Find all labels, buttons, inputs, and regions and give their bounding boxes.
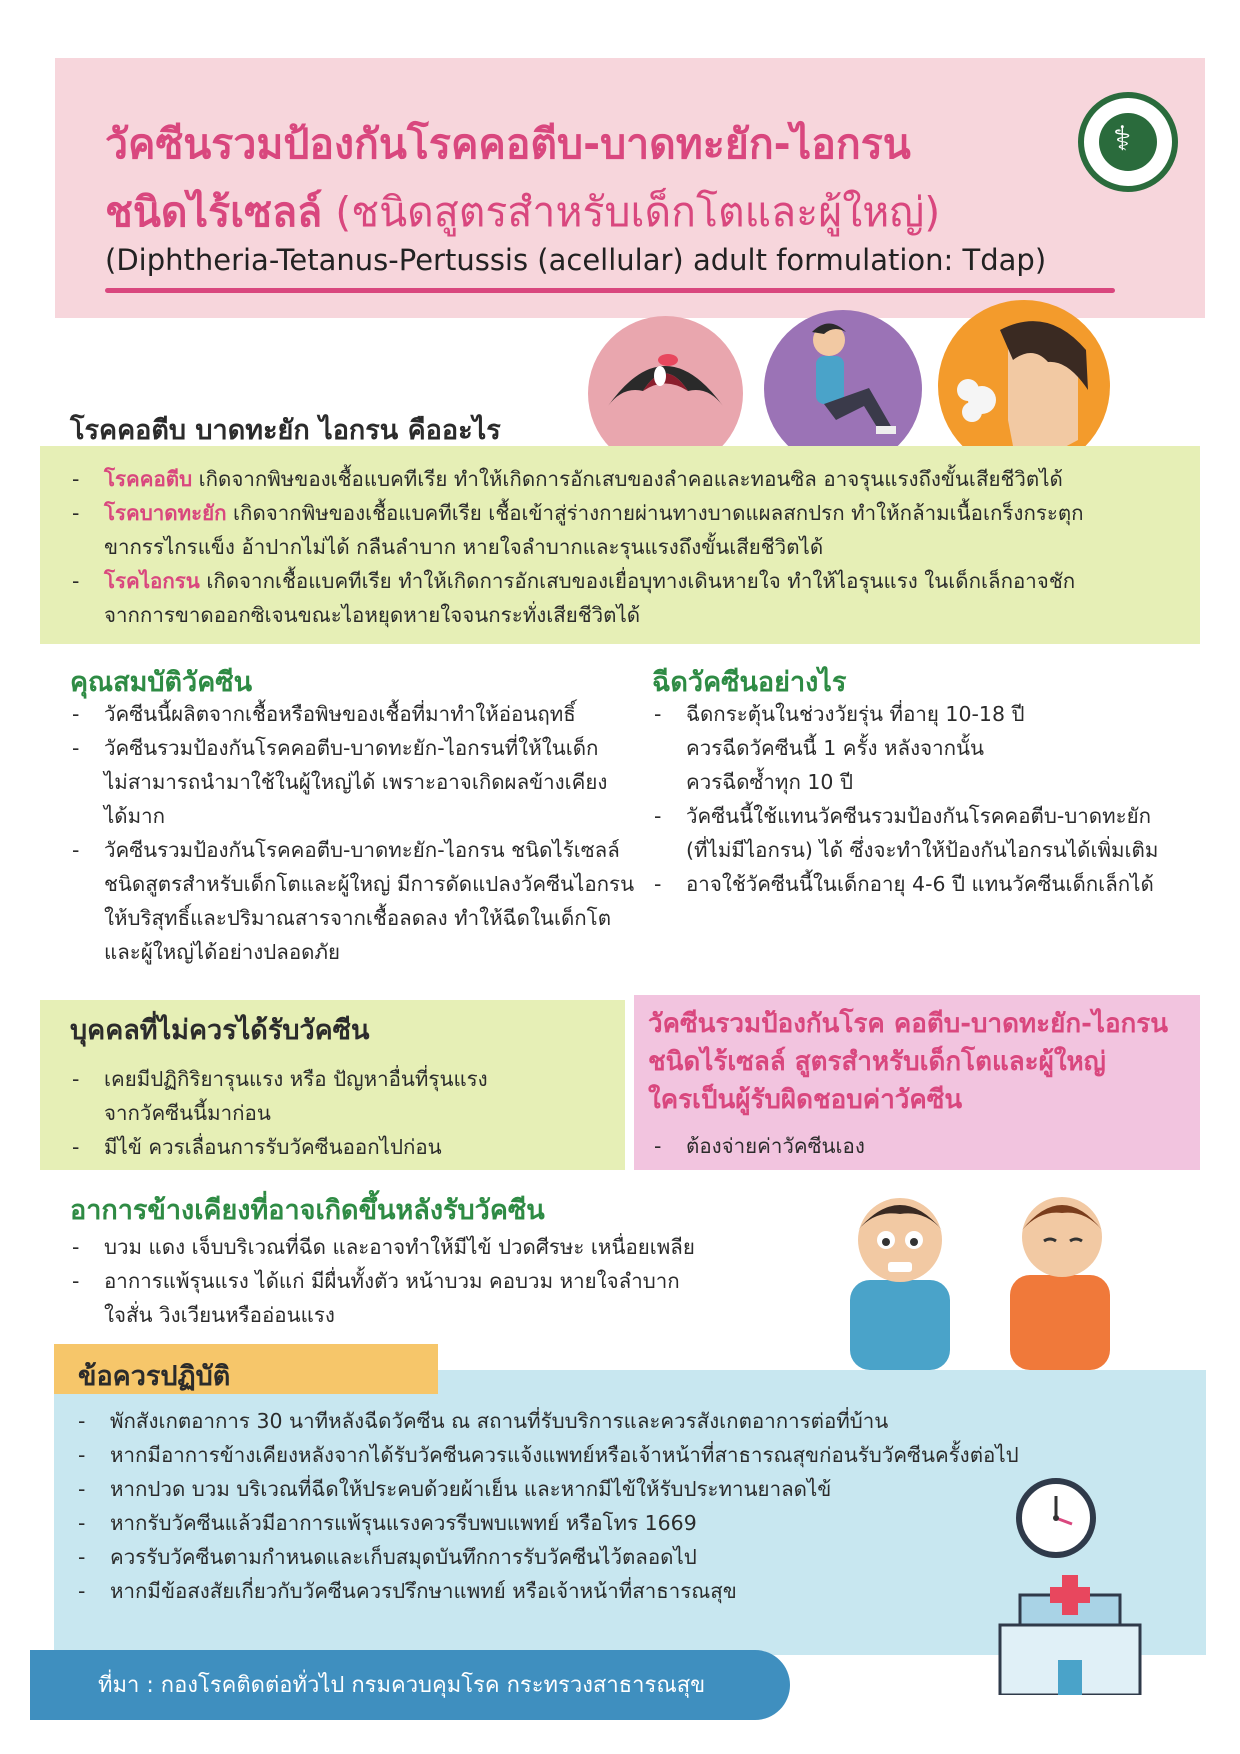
list-item-continuation: ใจสั่น วิงเวียนหรืออ่อนแรง [104, 1303, 335, 1327]
section-heading-injection: ฉีดวัคซีนอย่างไร [652, 667, 847, 698]
list-item-continuation: ให้บริสุทธิ์และปริมาณสารจากเชื้อลดลง ทำให้ฉีดในเด็กโต [104, 906, 612, 930]
list-item: - อาจใช้วัคซีนนี้ในเด็กอายุ 4-6 ปี แทนวัคซีนเด็กเล็กได้ [652, 867, 1192, 901]
list-item: - โรคบาดทะยัก เกิดจากพิษของเชื้อแบคทีเรีย เชื้อเข้าสู่ร่างกายผ่านทางบาดแผลสกปรก ทำให้กล้ามเนื้อเกร็งกระตุก [70, 496, 1180, 530]
list-item: - โรคไอกรน เกิดจากเชื้อแบคทีเรีย ทำให้เกิดการอักเสบของเยื่อบุทางเดินหายใจ ทำให้ไอรุนแรง ในเด็กเล็กอาจชัก [70, 564, 1180, 598]
section-heading-what-is: โรคคอตีบ บาดทะยัก ไอกรน คืออะไร [70, 415, 501, 446]
source-text: ที่มา : กองโรคติดต่อทั่วไป กรมควบคุมโรค กระทรวงสาธารณสุข [98, 1673, 706, 1698]
cost-list [652, 1129, 1192, 1163]
list-item: - วัคซีนนี้ใช้แทนวัคซีนรวมป้องกันโรคคอตีบ-บาดทะยัก [652, 799, 1192, 833]
list-item: - พักสังเกตอาการ 30 นาทีหลังฉีดวัคซีน ณ สถานที่รับบริการและควรสังเกตอาการต่อที่บ้าน [76, 1404, 1076, 1438]
list-item-continuation: ควรฉีดวัคซีนนี้ 1 ครั้ง หลังจากนั้น [686, 736, 985, 760]
list-item: - หากปวด บวม บริเวณที่ฉีดให้ประคบด้วยผ้าเย็น และหากมีไข้ให้รับประทานยาลดไข้ [76, 1472, 1076, 1506]
list-item: - โรคคอตีบ เกิดจากพิษของเชื้อแบคทีเรีย ทำให้เกิดการอักเสบของลำคอและทอนซิล อาจรุนแรงถึงขั้นเสียชีวิตได้ [70, 462, 1180, 496]
list-item: - หากมีอาการข้างเคียงหลังจากได้รับวัคซีนควรแจ้งแพทย์หรือเจ้าหน้าที่สาธารณสุขก่อนรับวัคซีนครั้งต่อไป [76, 1438, 1076, 1472]
list-item: - หากรับวัคซีนแล้วมีอาการแพ้รุนแรงควรรีบพบแพทย์ หรือโทร 1669 [76, 1506, 1076, 1540]
clock-icon [1016, 1478, 1096, 1558]
list-item-continuation: ควรฉีดซ้ำทุก 10 ปี [686, 770, 853, 794]
list-item: - ควรรับวัคซีนตามกำหนดและเก็บสมุดบันทึกการรับวัคซีนไว้ตลอดไป [76, 1540, 1076, 1574]
list-item: - วัคซีนรวมป้องกันโรคคอตีบ-บาดทะยัก-ไอกรนที่ให้ในเด็ก [70, 731, 650, 765]
list-item: - ฉีดกระตุ้นในช่วงวัยรุ่น ที่อายุ 10-18 ปี [652, 697, 1192, 731]
title-bold-part: ชนิดไร้เซลล์ [105, 188, 323, 236]
title-light-part: (ชนิดสูตรสำหรับเด็กโตและผู้ใหญ่) [322, 188, 941, 236]
title-underline [105, 288, 1115, 293]
hospital-icon [990, 1575, 1150, 1695]
page-subtitle-english: (Diphtheria-Tetanus-Pertussis (acellular) adult formulation: Tdap) [105, 243, 1047, 277]
list-item-continuation: ขากรรไกรแข็ง อ้าปากไม่ได้ กลืนลำบาก หายใจลำบากและรุนแรงถึงขั้นเสียชีวิตได้ [104, 535, 824, 559]
unwell-boy-illustration [1000, 1175, 1120, 1370]
practice-list [76, 1404, 1076, 1608]
properties-list [70, 697, 650, 969]
what-is-list [70, 462, 1180, 632]
list-item: - อาการแพ้รุนแรง ได้แก่ มีผื่นทั้งตัว หน้าบวม คอบวม หายใจลำบาก [70, 1264, 830, 1298]
not-allowed-list [70, 1062, 630, 1164]
list-item: - หากมีข้อสงสัยเกี่ยวกับวัคซีนควรปรึกษาแพทย์ หรือเจ้าหน้าที่สาธารณสุข [76, 1574, 1076, 1608]
list-item-continuation: และผู้ใหญ่ได้อย่างปลอดภัย [104, 940, 340, 964]
page-title-line1: วัคซีนรวมป้องกันโรคคอตีบ-บาดทะยัก-ไอกรน [105, 120, 911, 168]
caduceus-icon [1099, 113, 1157, 171]
section-heading-side-effects: อาการข้างเคียงที่อาจเกิดขึ้นหลังรับวัคซีน [70, 1195, 545, 1226]
list-item: - วัคซีนนี้ผลิตจากเชื้อหรือพิษของเชื้อที่มาทำให้อ่อนฤทธิ์ [70, 697, 650, 731]
list-item-continuation: ชนิดสูตรสำหรับเด็กโตและผู้ใหญ่ มีการดัดแปลงวัคซีนไอกรน [104, 872, 635, 896]
list-item: - วัคซีนรวมป้องกันโรคคอตีบ-บาดทะยัก-ไอกรน ชนิดไร้เซลล์ [70, 833, 650, 867]
injection-list [652, 697, 1192, 901]
list-item-continuation: ไม่สามารถนำมาใช้ในผู้ใหญ่ได้ เพราะอาจเกิดผลข้างเคียง [104, 770, 608, 794]
list-item-continuation: (ที่ไม่มีไอกรน) ได้ ซึ่งจะทำให้ป้องกันไอกรนได้เพิ่มเติม [686, 838, 1159, 862]
list-item-continuation: ได้มาก [104, 804, 166, 828]
list-item: - มีไข้ ควรเลื่อนการรับวัคซีนออกไปก่อน [70, 1130, 630, 1164]
list-item-continuation: จากการขาดออกซิเจนขณะไอหยุดหายใจจนกระทั่งเสียชีวิตได้ [104, 603, 641, 627]
section-heading-properties: คุณสมบัติวัคซีน [70, 667, 253, 698]
tetanus-person-illustration [764, 310, 922, 468]
side-effects-list [70, 1230, 830, 1332]
list-item: - ต้องจ่ายค่าวัคซีนเอง [652, 1129, 1192, 1163]
section-heading-not-allowed: บุคคลที่ไม่ควรได้รับวัคซีน [70, 1015, 370, 1046]
list-item: - บวม แดง เจ็บบริเวณที่ฉีด และอาจทำให้มีไข้ ปวดศีรษะ เหนื่อยเพลีย [70, 1230, 830, 1264]
sick-boy-illustration [830, 1170, 970, 1370]
section-heading-practice: ข้อควรปฏิบัติ [78, 1361, 231, 1392]
section-heading-cost: วัคซีนรวมป้องกันโรค คอตีบ-บาดทะยัก-ไอกรน ชนิดไร้เซลล์ สูตรสำหรับเด็กโตและผู้ใหญ่ ใครเป็นผู้รับผิดชอบค่าวัคซีน [648, 1009, 1169, 1115]
list-item-continuation: จากวัคซีนนี้มาก่อน [104, 1101, 271, 1125]
list-item: - เคยมีปฏิกิริยารุนแรง หรือ ปัญหาอื่นที่รุนแรง [70, 1062, 630, 1096]
page-title-line2 [105, 180, 940, 245]
